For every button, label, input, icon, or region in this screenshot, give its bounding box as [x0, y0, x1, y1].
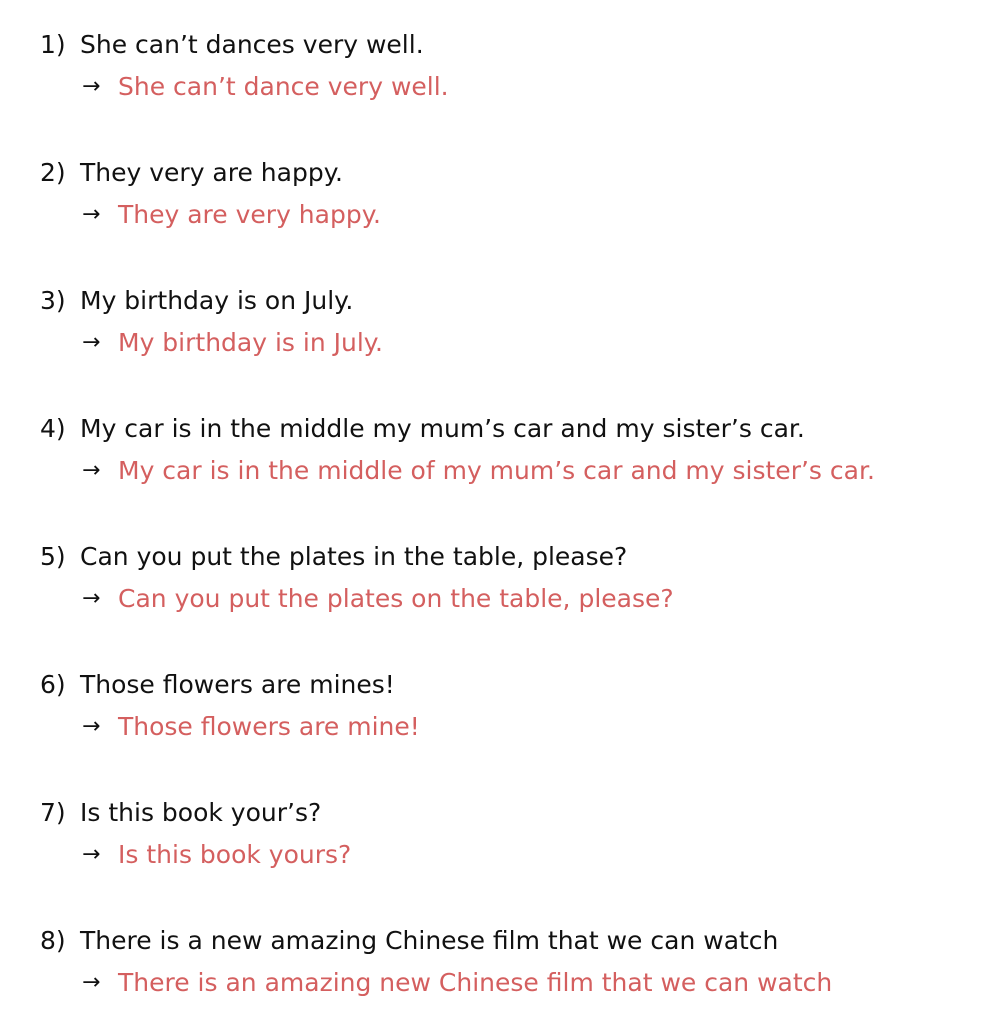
- incorrect-sentence: Can you put the plates in the table, please?: [80, 542, 628, 571]
- list-item: [0, 156, 1003, 246]
- item-number: 7): [40, 798, 66, 827]
- list-item: [0, 924, 1003, 1014]
- incorrect-sentence: She can’t dances very well.: [80, 30, 424, 59]
- item-number: 8): [40, 926, 66, 955]
- list-item: [0, 28, 1003, 118]
- right-arrow-icon: →: [82, 330, 101, 355]
- item-number: 6): [40, 670, 66, 699]
- incorrect-sentence: My birthday is on July.: [80, 286, 354, 315]
- right-arrow-icon: →: [82, 458, 101, 483]
- corrected-sentence: There is an amazing new Chinese film that we can watch: [118, 968, 833, 997]
- list-item: [0, 668, 1003, 758]
- right-arrow-icon: →: [82, 74, 101, 99]
- corrected-sentence: Is this book yours?: [118, 840, 352, 869]
- corrected-sentence: Those flowers are mine!: [118, 712, 420, 741]
- corrected-sentence: She can’t dance very well.: [118, 72, 449, 101]
- item-number: 3): [40, 286, 66, 315]
- incorrect-sentence: Is this book your’s?: [80, 798, 322, 827]
- right-arrow-icon: →: [82, 842, 101, 867]
- corrected-sentence: My birthday is in July.: [118, 328, 383, 357]
- item-number: 4): [40, 414, 66, 443]
- right-arrow-icon: →: [82, 202, 101, 227]
- incorrect-sentence: They very are happy.: [80, 158, 343, 187]
- list-item: [0, 540, 1003, 630]
- list-item: [0, 412, 1003, 502]
- right-arrow-icon: →: [82, 586, 101, 611]
- right-arrow-icon: →: [82, 714, 101, 739]
- item-number: 5): [40, 542, 66, 571]
- incorrect-sentence: There is a new amazing Chinese film that we can watch: [80, 926, 779, 955]
- incorrect-sentence: Those flowers are mines!: [80, 670, 395, 699]
- list-item: [0, 796, 1003, 886]
- corrected-sentence: My car is in the middle of my mum’s car and my sister’s car.: [118, 456, 875, 485]
- corrected-sentence: They are very happy.: [118, 200, 381, 229]
- corrected-sentence: Can you put the plates on the table, please?: [118, 584, 674, 613]
- list-item: [0, 284, 1003, 374]
- right-arrow-icon: →: [82, 970, 101, 995]
- item-number: 1): [40, 30, 66, 59]
- item-number: 2): [40, 158, 66, 187]
- incorrect-sentence: My car is in the middle my mum’s car and my sister’s car.: [80, 414, 805, 443]
